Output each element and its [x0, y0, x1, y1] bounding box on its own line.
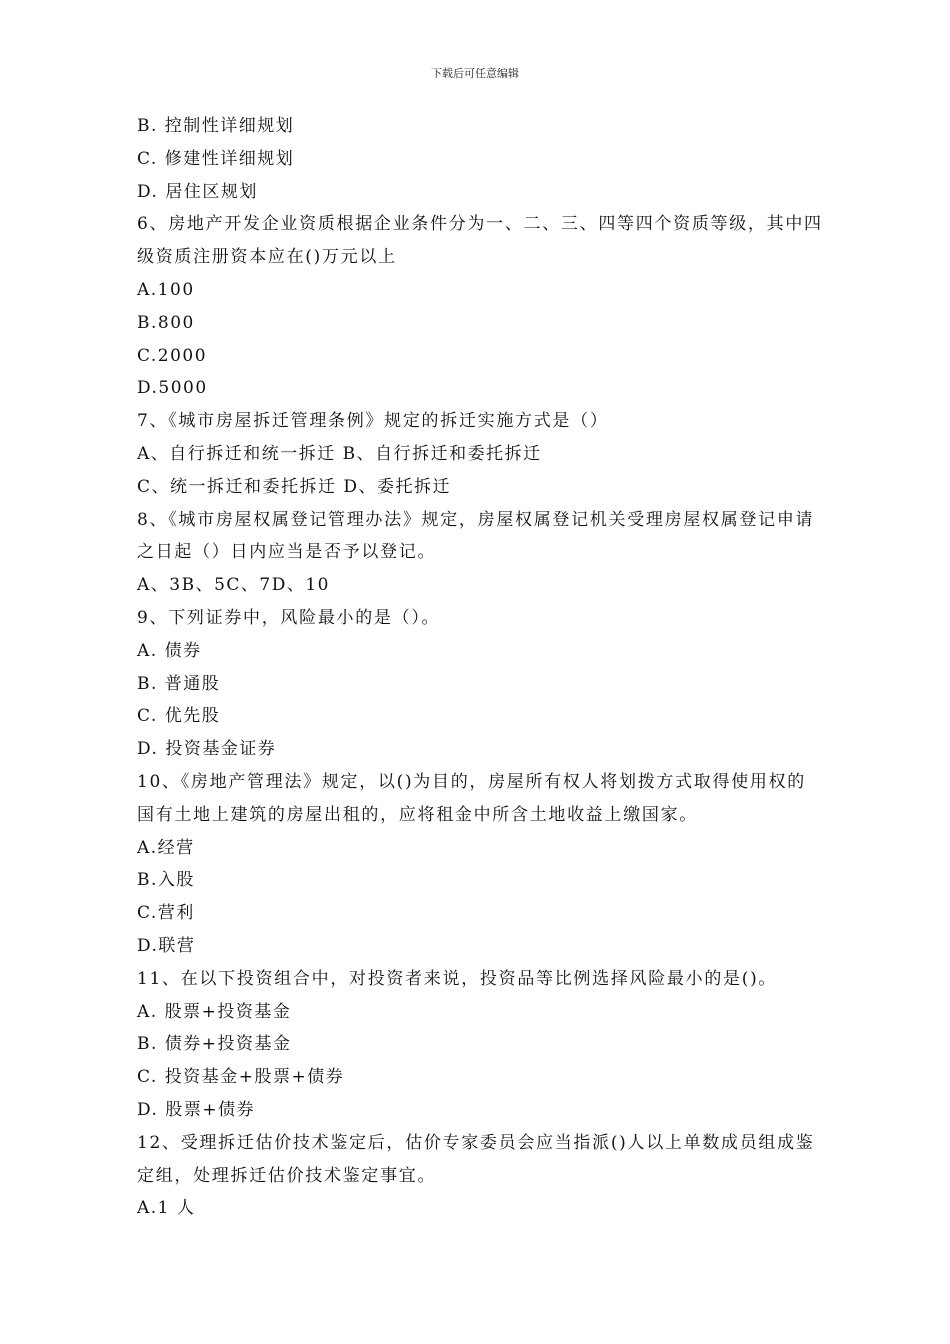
option-line: B.800	[137, 312, 195, 333]
option-line: A.1 人	[137, 1198, 196, 1219]
page-header: 下载后可任意编辑	[431, 67, 519, 80]
question-line: 8、《城市房屋权属登记管理办法》规定，房屋权属登记机关受理房屋权属登记申请	[137, 509, 815, 530]
document-body	[137, 110, 837, 1225]
option-line: C. 修建性详细规划	[137, 148, 295, 169]
option-line: D. 居住区规划	[137, 181, 258, 202]
option-line: B. 债券+投资基金	[137, 1034, 292, 1055]
option-line: A. 股票+投资基金	[137, 1001, 292, 1022]
question-line: 6、房地产开发企业资质根据企业条件分为一、二、三、四等四个资质等级，其中四	[137, 214, 823, 235]
option-line: C.2000	[137, 345, 208, 366]
option-line: D. 投资基金证券	[137, 739, 277, 760]
option-line: D.5000	[137, 378, 208, 399]
option-line: A.100	[137, 279, 195, 300]
option-line: D.联营	[137, 935, 196, 956]
question-line: 12、受理拆迁估价技术鉴定后，估价专家委员会应当指派()人以上单数成员组成鉴	[137, 1132, 815, 1153]
question-line: 之日起（）日内应当是否予以登记。	[137, 542, 437, 563]
option-line: C.营利	[137, 903, 195, 924]
question-line: 定组，处理拆迁估价技术鉴定事宜。	[137, 1165, 437, 1186]
option-line: D. 股票+债券	[137, 1099, 256, 1120]
question-line: 级资质注册资本应在()万元以上	[137, 247, 397, 268]
question-line: 11、在以下投资组合中，对投资者来说，投资品等比例选择风险最小的是()。	[137, 968, 778, 989]
question-line: 9、下列证券中，风险最小的是（）。	[137, 607, 441, 628]
question-line: 国有土地上建筑的房屋出租的，应将租金中所含土地收益上缴国家。	[137, 804, 698, 825]
option-line: A. 债券	[137, 640, 202, 661]
option-line: C、统一拆迁和委托拆迁 D、委托拆迁	[137, 476, 452, 497]
option-line: A.经营	[137, 837, 195, 858]
option-line: B. 普通股	[137, 673, 221, 694]
option-line: C. 优先股	[137, 706, 221, 727]
option-line: C. 投资基金+股票+债券	[137, 1067, 345, 1088]
option-line: A、自行拆迁和统一拆迁 B、自行拆迁和委托拆迁	[137, 443, 542, 464]
option-line: B.入股	[137, 870, 195, 891]
option-line: B. 控制性详细规划	[137, 116, 295, 136]
question-line: 7、《城市房屋拆迁管理条例》规定的拆迁实施方式是（）	[137, 411, 609, 432]
option-line: A、3B、5C、7D、10	[137, 575, 330, 596]
question-line: 10、《房地产管理法》规定，以()为目的，房屋所有权人将划拨方式取得使用权的	[137, 771, 806, 792]
